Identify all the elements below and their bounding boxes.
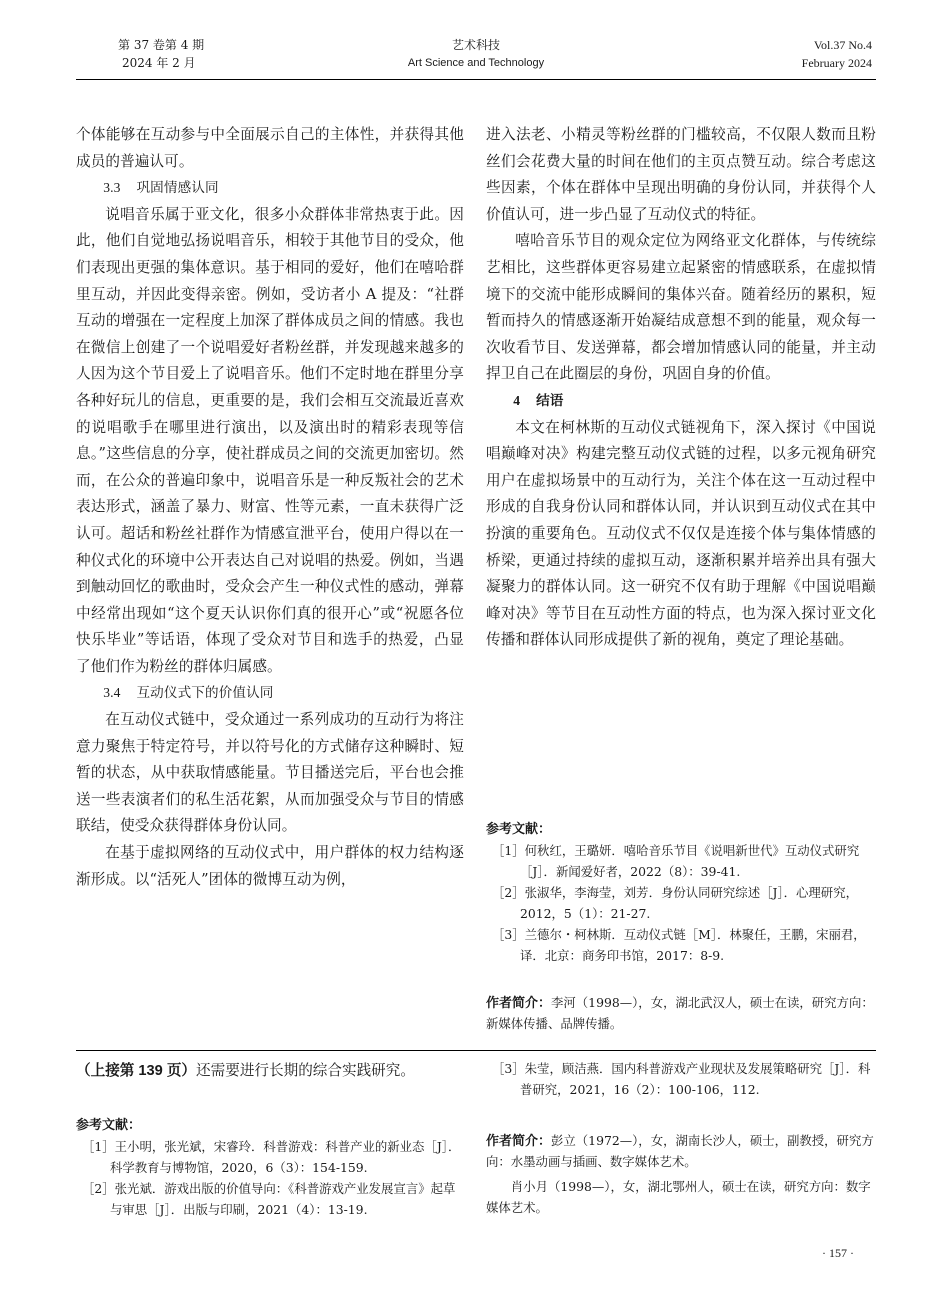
author-text: 彭立（1972—），女，湖南长沙人，硕士，副教授，研究方向：水墨动画与插画、数字媒体艺术。 <box>486 1133 874 1169</box>
header-journal <box>76 36 876 72</box>
reference-item: ［1］王小明，张光斌，宋睿玲．科普游戏：科普产业的新业态［J］．科学教育与博物馆，2020，6（3）：154-159. <box>82 1139 461 1175</box>
continuation-references <box>76 1114 464 1220</box>
header-date-en: February 2024 <box>801 56 872 70</box>
journal-title-en: Art Science and Technology <box>407 57 545 69</box>
paragraph: 说唱音乐属于亚文化，很多小众群体非常热衷于此。因此，他们自觉地弘扬说唱音乐，相较于其他节目的受众，他们表现出更强的集体意识。基于相同的爱好，他们在嘻哈群里互动，并因此变得亲密。例如，受访者小 A 提及：“社群互动的增强在一定程度上加深了群体成员之间的情感。我也在微信上创建了一个说唱爱好者粉丝群，并发现越来越多的人因为这个节目爱上了说唱音乐。他们不定时地在群里分享各种好玩儿的信息，更重要的是，我们会相互交流最近喜欢的说唱歌手在哪里进行演出，以及演出时的精彩表现等信息。”这些信息的分享，使社群成员之间的交流更加密切。然而，在公众的普遍印象中，说唱音乐是一种反叛社会的艺术表达形式，涵盖了暴力、财富、性等元素，一直未获得广泛认可。超话和粉丝社群作为情感宣泄平台，使用户得以在一种仪式化的环境中公开表达自己对说唱的热爱。例如，当遇到触动回忆的歌曲时，受众会产生一种仪式性的感动，弹幕中经常出现如“这个夏天认识你们真的很开心”或“祝愿各位快乐毕业”等话语，体现了受众对节目和选手的热爱，凸显了他们作为粉丝的群体归属感。 <box>76 205 464 675</box>
header-date-cn: 2024 年 2 月 <box>122 56 196 70</box>
paragraph: 在基于虚拟网络的互动仪式中，用户群体的权力结构逐渐形成。以“活死人”团体的微博互动为例， <box>76 844 464 888</box>
section-divider <box>76 1050 876 1051</box>
author-text: 李河（1998—），女，湖北武汉人，硕士在读，研究方向：新媒体传播、品牌传播。 <box>486 995 874 1031</box>
author-label: 作者简介： <box>486 1133 552 1148</box>
section-title: 互动仪式下的价值认同 <box>136 685 274 702</box>
author-label: 作者简介： <box>486 995 552 1010</box>
paragraph: 本文在柯林斯的互动仪式链视角下，深入探讨《中国说唱巅峰对决》构建完整互动仪式链的过程，以多元视角研究用户在虚拟场景中的互动行为，关注个体在这一互动过程中形成的自我身份认同和群体认同，并认识到互动仪式在其中扮演的重要角色。互动仪式不仅仅是连接个体与集体情感的桥梁，更通过持续的虚拟互动，逐渐积累并培养出具有强大凝聚力的群体认同。这一研究不仅有助于理解《中国说唱巅峰对决》等节目在互动性方面的特点，也为深入探讨亚文化传播和群体认同形成提供了新的视角，奠定了理论基础。 <box>486 418 876 649</box>
paragraph: 进入法老、小精灵等粉丝群的门槛较高，不仅限人数而且粉丝们会花费大量的时间在他们的主页点赞互动。综合考虑这些因素，个体在群体中呈现出明确的身份认同，并获得个人价值认可，进一步凸显了互动仪式的特征。 <box>486 126 876 223</box>
section-title: 巩固情感认同 <box>136 180 219 197</box>
reference-item: ［3］兰德尔・柯林斯．互动仪式链［M］．林聚任，王鹏，宋丽君，译．北京：商务印书馆，2017：8-9. <box>492 927 866 963</box>
references-block <box>486 818 876 966</box>
section-number: 3.3 <box>103 180 121 196</box>
paragraph: 个体能够在互动参与中全面展示自己的主体性，并获得其他成员的普遍认可。 <box>76 126 464 170</box>
author-bio <box>486 992 876 1034</box>
references-heading: 参考文献： <box>76 1117 142 1132</box>
section-title: 结语 <box>536 392 564 409</box>
header-volume-issue: 第 37 卷第 4 期 <box>118 38 205 52</box>
continuation-author-bio <box>486 1130 876 1218</box>
journal-title-cn: 艺术科技 <box>451 38 500 52</box>
section-number: 3.4 <box>103 685 121 701</box>
section-number: 4 <box>513 392 521 408</box>
page-header <box>76 36 876 76</box>
author-text: 肖小月（1998—），女，湖北鄂州人，硕士在读，研究方向：数字媒体艺术。 <box>486 1179 871 1215</box>
section-heading-3-3 <box>76 175 464 202</box>
reference-item: ［3］朱莹，顾洁燕．国内科普游戏产业现状及发展策略研究［J］．科普研究，2021，16（2）：100-106，112. <box>492 1061 871 1097</box>
page-number: · 157 · <box>822 1246 854 1260</box>
header-rule <box>76 79 876 80</box>
header-issue-en <box>802 36 872 72</box>
reference-item: ［2］张淑华，李海莹，刘芳．身份认同研究综述［J］．心理研究，2012，5（1）：21-27. <box>492 885 858 921</box>
header-volume-en: Vol.37 No.4 <box>813 38 872 52</box>
paragraph: 嘻哈音乐节目的观众定位为网络亚文化群体，与传统综艺相比，这些群体更容易建立起紧密的情感联系，在虚拟情境下的交流中能形成瞬间的集体兴奋。随着经历的累积，短暂而持久的情感逐渐开始凝结成意想不到的能量，观众每一次收看节目、发送弹幕，都会增加情感认同的能量，并主动捍卫自己在此圈层的身份，巩固自身的价值。 <box>486 232 876 383</box>
reference-item: ［1］何秋红，王璐妍．嘻哈音乐节目《说唱新世代》互动仪式研究［J］．新闻爱好者，2022（8）：39-41. <box>492 843 860 879</box>
references-heading: 参考文献： <box>486 821 552 836</box>
reference-item: ［2］张光斌．游戏出版的价值导向：《科普游戏产业发展宣言》起草与审思［J］．出版与印刷，2021（4）：13-19. <box>82 1181 456 1217</box>
continuation-text: 还需要进行长期的综合实践研究。 <box>196 1062 415 1079</box>
continuation-label: （上接第 139 页） <box>76 1063 197 1079</box>
section-heading-3-4 <box>76 680 464 707</box>
right-column <box>486 122 876 654</box>
section-heading-4 <box>486 388 876 415</box>
continuation-line <box>76 1058 464 1084</box>
left-column <box>76 122 464 893</box>
paragraph: 在互动仪式链中，受众通过一系列成功的互动行为将注意力聚焦于特定符号，并以符号化的方式储存这种瞬时、短暂的状态，从中获取情感能量。节目播送完后，平台也会推送一些表演者们的私生活花絮，从而加强受众与节目的情感联结，使受众获得群体身份认同。 <box>76 711 464 835</box>
continuation-references-right <box>486 1058 876 1100</box>
